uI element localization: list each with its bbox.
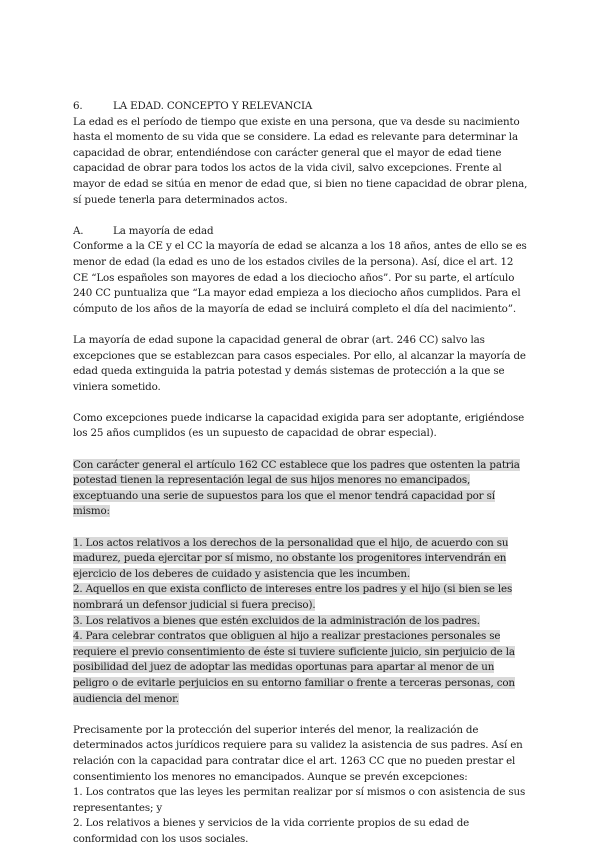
section-title: LA EDAD. CONCEPTO Y RELEVANCIA: [113, 100, 313, 112]
list-item: [73, 582, 528, 613]
subsection-title: La mayoría de edad: [113, 224, 214, 237]
intro-paragraph: La edad es el período de tiempo que existe en una persona, que va desde su nacimiento hasta el momento de su vida que se considere. La edad es relevante para determinar la capacidad de obrar, entendiéndose con carácter general que el mayor de edad tiene capacidad de obrar para todos los actos de la vida civil, salvo excepciones. Frente al mayor de edad se sitúa en menor de edad que, si bien no tiene capacidad de obrar plena, sí puede tenerla para determinados actos.: [73, 115, 528, 206]
highlighted-text: 1. Los actos relativos a los derechos de la personalidad que el hijo, de acuerdo con su madurez, pueda ejercitar por sí mismo, no obstante los progenitores intervendrán en ejercicio de los deberes de cuidado y asistencia que les incumben.: [73, 536, 509, 580]
section-heading: [73, 99, 528, 115]
list-item: [73, 536, 528, 583]
section-number: 6.: [73, 100, 83, 112]
highlighted-text: 4. Para celebrar contratos que obliguen al hijo a realizar prestaciones personales se requiere el previo consentimiento de éste si tuviere suficiente juicio, sin perjuicio de la posibilidad del juez de adoptar las medidas oportunas para apartar al menor de un peligro o de evitarle perjuicios en su entorno familiar o frente a terceras personas, con audiencia del menor.: [73, 630, 515, 705]
list-item: [73, 614, 528, 630]
list-item: 2. Los relativos a bienes y servicios de la vida corriente propios de su edad de conformidad con los usos sociales.: [73, 817, 470, 845]
exceptions-paragraph: Como excepciones puede indicarse la capacidad exigida para ser adoptante, erigiéndose los 25 años cumplidos (es un supuesto de capacidad de obrar especial).: [73, 411, 525, 440]
subsection-heading: [73, 224, 528, 240]
capacity-paragraph: La mayoría de edad supone la capacidad general de obrar (art. 246 CC) salvo las excepciones que se establezcan para casos especiales. Por ello, al alcanzar la mayoría de edad queda extinguida la patria potestad y demás sistemas de protección a la que se viniera sometido.: [73, 333, 526, 393]
highlighted-text: 2. Aquellos en que exista conflicto de intereses entre los padres y el hijo (si bien se les nombrará un defensor judicial si fuera preciso).: [73, 583, 513, 611]
document-body: [73, 99, 528, 848]
highlighted-text: 3. Los relativos a bienes que estén excluidos de la administración de los padres.: [73, 614, 480, 627]
list-item: [73, 629, 528, 707]
majority-age-paragraph: Conforme a la CE y el CC la mayoría de edad se alcanza a los 18 años, antes de ello se es menor de edad (la edad es uno de los estados civiles de la persona). Así, dice el art. 12 CE “Los españoles son mayores de edad a los dieciocho años”. Por su parte, el artículo 240 CC puntualiza que “La mayor edad empieza a los dieciocho años cumplidos. Para el cómputo de los años de la mayoría de edad se incluirá completo el día del nacimiento”.: [73, 240, 527, 315]
protection-paragraph: Precisamente por la protección del superior interés del menor, la realización de determinados actos jurídicos requiere para su validez la asistencia de sus padres. Así en relación con la capacidad para contratar dice el art. 1263 CC que no pueden prestar el consentimiento los menores no emancipados. Aunque se prevén excepciones:: [73, 723, 523, 783]
exceptions-list: [73, 536, 528, 708]
list-item: 1. Los contratos que las leyes les permitan realizar por sí mismos o con asistencia de sus representantes; y: [73, 786, 526, 814]
subsection-letter: A.: [73, 224, 84, 237]
representation-paragraph: [73, 458, 528, 520]
highlighted-text: Con carácter general el artículo 162 CC establece que los padres que ostenten la patria potestad tienen la representación legal de sus hijos menores no emancipados, exceptuando una serie de supuestos para los que el menor tendrá capacidad por sí mismo:: [73, 458, 520, 518]
